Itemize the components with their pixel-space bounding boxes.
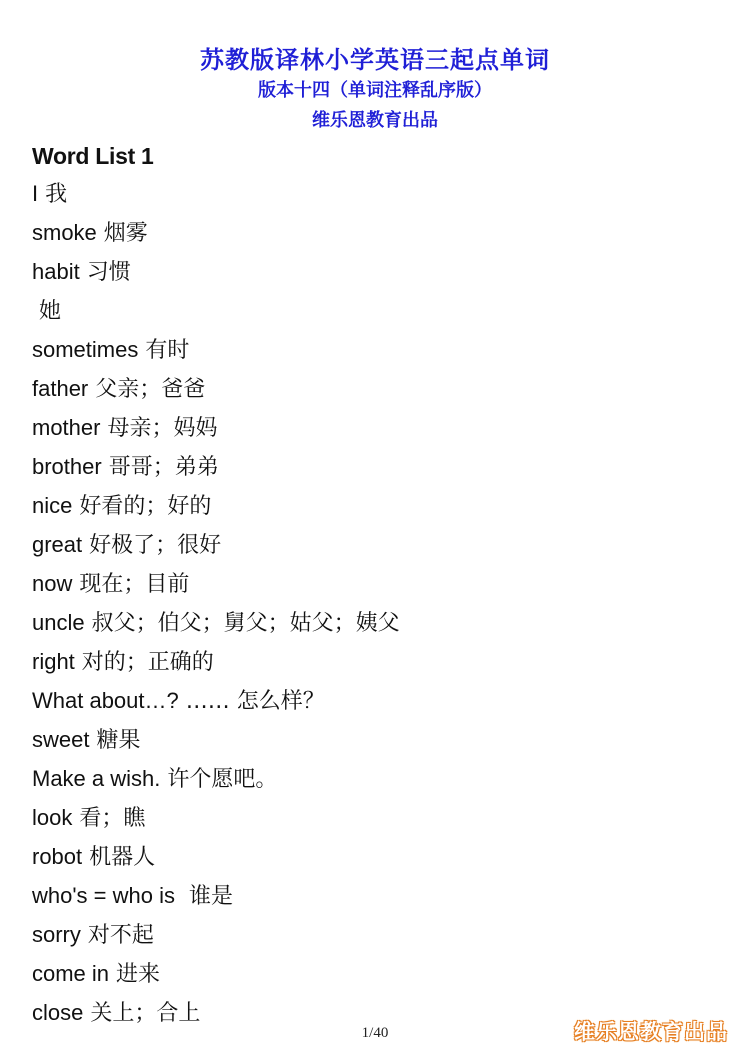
entry-meaning: 父亲；爸爸 (95, 377, 206, 402)
entry-meaning: 对不起 (87, 923, 154, 948)
entry-meaning: 现在；目前 (79, 572, 190, 597)
entry-meaning: 烟雾 (103, 221, 148, 246)
entry-word: great (32, 532, 83, 557)
entry-word: smoke (32, 220, 97, 245)
page-number: 1/40 (361, 1025, 389, 1041)
publisher-watermark: 维乐恩教育出品 (574, 1020, 728, 1044)
word-entry (32, 175, 720, 214)
entry-word: robot (32, 844, 83, 869)
entry-word: father (32, 376, 89, 401)
entry-word: Make a wish. (32, 766, 161, 791)
entry-meaning: 关上；合上 (90, 1001, 201, 1026)
entry-word: habit (32, 259, 80, 284)
entry-word: sweet (32, 727, 90, 752)
document-subtitle: 版本十四（单词注释乱序版） (258, 80, 492, 101)
word-entry (32, 214, 720, 253)
word-entry (32, 643, 720, 682)
word-list (32, 137, 720, 1033)
word-entry (32, 604, 720, 643)
entry-word: now (32, 571, 73, 596)
word-entry (32, 292, 720, 331)
entry-meaning: 好极了；很好 (89, 533, 222, 558)
word-entry (32, 448, 720, 487)
entry-word: I (32, 181, 39, 206)
word-entry (32, 370, 720, 409)
entry-word: brother (32, 454, 102, 479)
entry-word: sorry (32, 922, 81, 947)
entry-word: look (32, 805, 73, 830)
entry-meaning: 许个愿吧。 (167, 767, 278, 792)
word-entry (32, 565, 720, 604)
entry-word: mother (32, 415, 101, 440)
entry-meaning: 叔父；伯父；舅父；姑父；姨父 (91, 611, 400, 636)
word-entry (32, 409, 720, 448)
word-list-heading: Word List 1 (32, 143, 154, 169)
entry-word: sometimes (32, 337, 139, 362)
entry-meaning: 母亲；妈妈 (107, 416, 218, 441)
entry-meaning: 糖果 (96, 728, 141, 753)
entry-word: who's = who is (32, 883, 175, 908)
entry-meaning: 看；瞧 (79, 806, 146, 831)
entry-meaning: 我 (45, 182, 68, 207)
entry-word: close (32, 1000, 84, 1025)
entry-word: come in (32, 961, 110, 986)
document-title: 苏教版译林小学英语三起点单词 (200, 46, 550, 74)
entry-meaning: 机器人 (89, 845, 156, 870)
document-publisher: 维乐恩教育出品 (312, 110, 438, 131)
entry-meaning: 习惯 (86, 260, 131, 285)
word-entry (32, 331, 720, 370)
word-entry (32, 955, 720, 994)
word-entry (32, 526, 720, 565)
entry-word: What about…? (32, 688, 179, 713)
entry-meaning: 对的；正确的 (81, 650, 214, 675)
entry-word: right (32, 649, 75, 674)
entry-meaning: 哥哥；弟弟 (108, 455, 219, 480)
entry-meaning: 有时 (145, 338, 190, 363)
word-entry (32, 799, 720, 838)
word-entry (32, 682, 720, 721)
word-entry (32, 760, 720, 799)
entry-word: nice (32, 493, 73, 518)
entry-meaning: …… 怎么样？ (185, 689, 325, 714)
word-entry (32, 253, 720, 292)
entry-word: uncle (32, 610, 85, 635)
entry-meaning: 谁是 (182, 884, 233, 909)
word-entry (32, 838, 720, 877)
entry-meaning: 进来 (116, 962, 161, 987)
document-header (0, 44, 750, 134)
word-entry (32, 916, 720, 955)
word-entry (32, 877, 720, 916)
entry-meaning: 好看的；好的 (79, 494, 212, 519)
word-entry (32, 721, 720, 760)
word-entry (32, 487, 720, 526)
entry-meaning: 她 (39, 299, 62, 324)
